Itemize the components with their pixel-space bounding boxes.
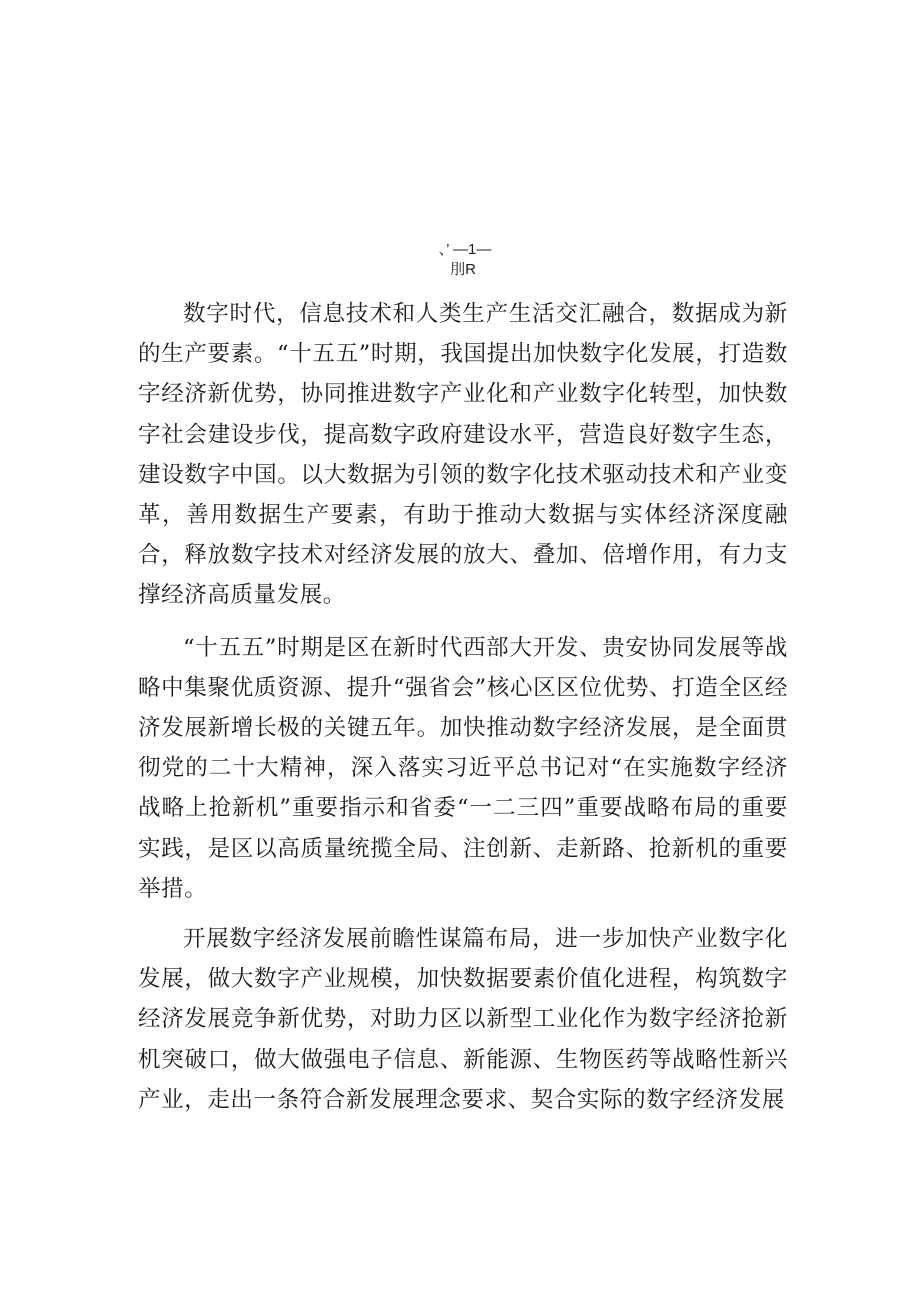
paragraph-3: 开展数字经济发展前瞻性谋篇布局，进一步加快产业数字化发展，做大数字产业规模，加快数据要素价值化进程，构筑数字经济发展竞争新优势，对助力区以新型工业化作为数字经济抢新机突破口，做大做强电子信息、新能源、生物医药等战略性新兴产业，走出一条符合新发展理念要求、契合实际的数字经济发展 <box>138 926 788 1113</box>
header-line-1: 、’ —1— <box>438 241 492 258</box>
paragraph-2: “十五五”时期是区在新时代西部大开发、贵安协同发展等战略中集聚优质资源、提升“强省会”核心区区位优势、打造全区经济发展新增长极的关键五年。加快推动数字经济发展，是全面贯彻党的二十大精神，深入落实习近平总书记对“在实施数字经济战略上抢新机”重要指示和省委“一二三四”重要战略布局的重要实践，是区以高质量统揽全局、注创新、走新路、抢新机的重要举措。 <box>138 634 788 902</box>
body-text <box>138 294 788 1130</box>
paragraph-1: 数字时代，信息技术和人类生产生活交汇融合，数据成为新的生产要素。“十五五”时期，我国提出加快数字化发展，打造数字经济新优势，协同推进数字产业化和产业数字化转型，加快数字社会建设步伐，提高数字政府建设水平，营造良好数字生态，建设数字中国。以大数据为引领的数字化技术驱动技术和产业变革，善用数据生产要素，有助于推动大数据与实体经济深度融合，释放数字技术对经济发展的放大、叠加、倍增作用，有力支撑经济高质量发展。 <box>138 301 788 609</box>
header-line-2: 刖R <box>450 261 476 278</box>
page-header <box>0 240 920 280</box>
